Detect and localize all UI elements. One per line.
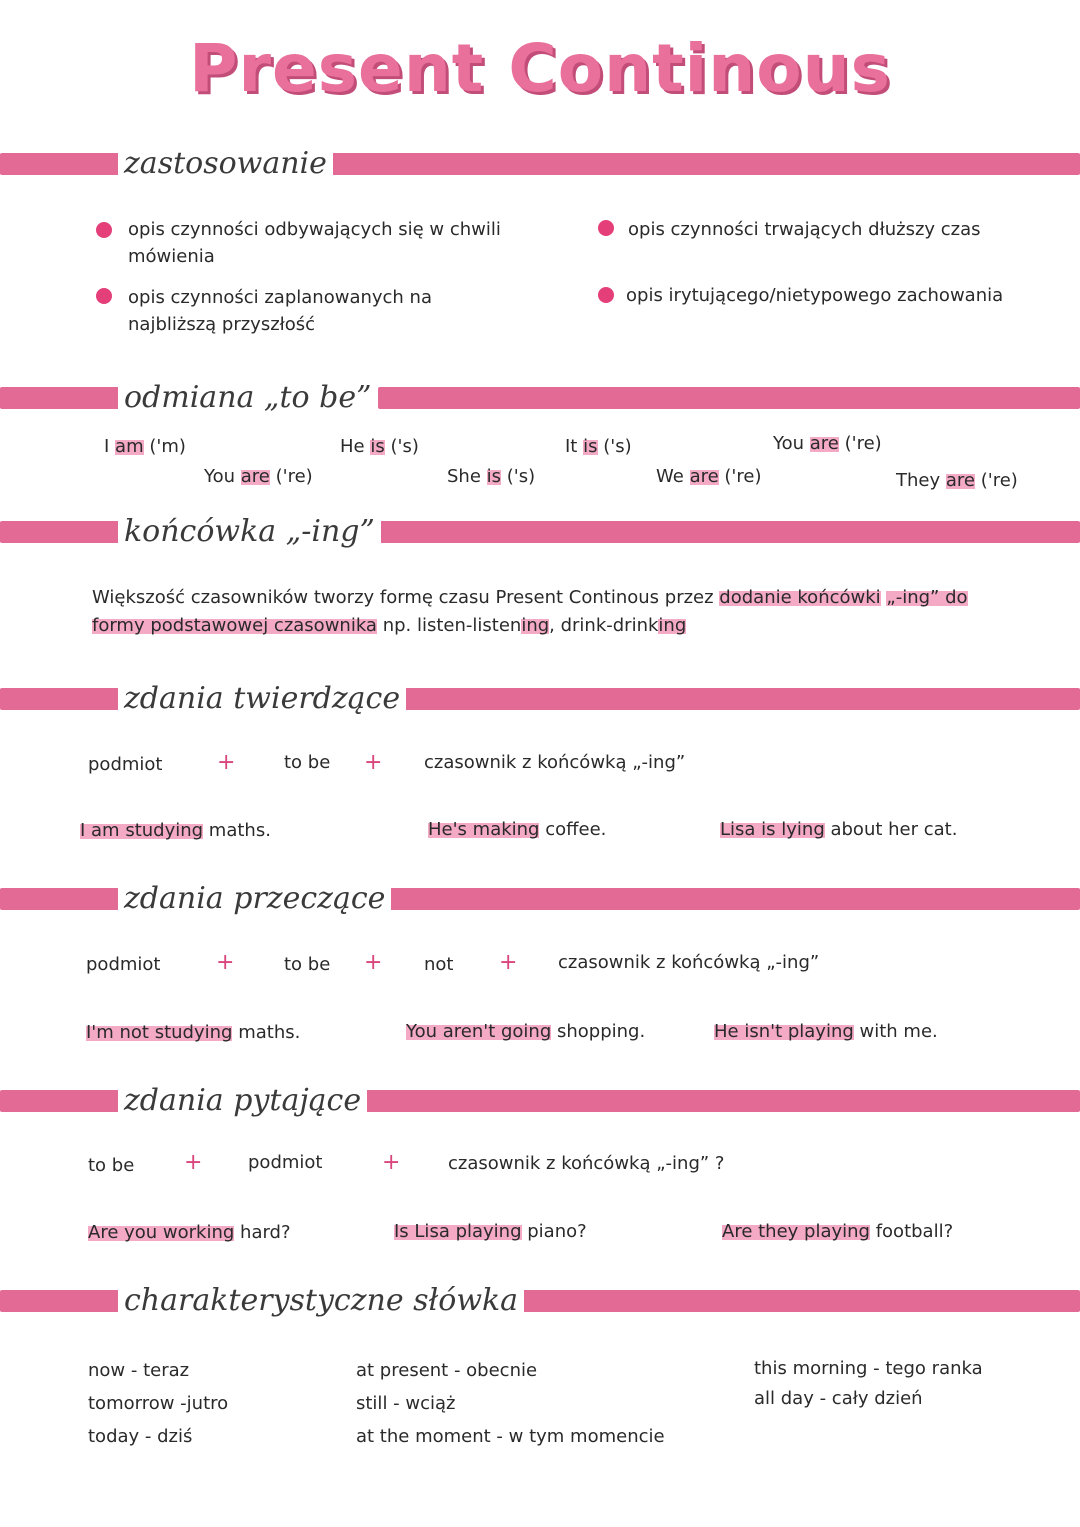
usage-item-2: opis czynności zaplanowanych na najbliższą przyszłość [128, 287, 432, 335]
page-title: Present Continous [189, 30, 891, 107]
section-bar [378, 521, 1080, 543]
question-example-2: Is Lisa playing piano? [394, 1221, 587, 1242]
tobe-they: They are ('re) [896, 470, 1018, 491]
usage-item-3: opis czynności trwających dłuższy czas [628, 219, 981, 240]
section-title-slowka: charakterystyczne słówka [118, 1283, 524, 1319]
bullet-icon [598, 287, 614, 303]
word-item: still - wciąż [356, 1393, 456, 1414]
affirmative-example-3: Lisa is lying about her cat. [720, 819, 958, 840]
affirmative-example-1: I am studying maths. [80, 820, 271, 841]
negative-example-2: You aren't going shopping. [406, 1021, 646, 1042]
section-title-przeczace: zdania przeczące [118, 881, 391, 917]
ing-rule-paragraph: Większość czasowników tworzy formę czasu Present Continous przez dodanie końcówki „-ing” do formy podstawowej czasownika np. listen-listening, drink-drinking [92, 587, 968, 636]
section-title-twierdzace: zdania twierdzące [118, 681, 406, 717]
bullet-icon [598, 220, 614, 236]
formula-tobe: to be [284, 752, 331, 773]
tobe-you-singular: You are ('re) [204, 466, 313, 487]
question-example-3: Are they playing football? [722, 1221, 954, 1242]
word-item: now - teraz [88, 1360, 190, 1381]
section-bar [0, 1290, 120, 1312]
formula-tobe: to be [284, 954, 331, 975]
word-item: at the moment - w tym momencie [356, 1426, 665, 1447]
formula-tobe: to be [88, 1155, 135, 1176]
plus-sign: + [217, 750, 236, 775]
formula-verb: czasownik z końcówką „-ing” [558, 952, 820, 973]
section-bar [486, 1290, 1080, 1312]
word-item: at present - obecnie [356, 1360, 538, 1381]
negative-example-3: He isn't playing with me. [714, 1021, 938, 1042]
section-title-odmiana: odmiana „to be” [118, 380, 377, 416]
bullet-icon [96, 288, 112, 304]
plus-sign: + [216, 950, 235, 975]
tobe-i: I am ('m) [104, 436, 186, 457]
word-item: tomorrow -jutro [88, 1393, 229, 1414]
formula-verb-question: czasownik z końcówką „-ing” ? [448, 1153, 725, 1174]
plus-sign: + [184, 1150, 203, 1175]
tobe-you-plural: You are ('re) [773, 433, 882, 454]
word-item: today - dziś [88, 1426, 193, 1447]
section-bar [342, 1090, 1080, 1112]
section-title-koncowka: końcówka „-ing” [118, 514, 381, 550]
section-bar [0, 387, 120, 409]
word-item: all day - cały dzień [754, 1388, 923, 1409]
usage-item-4: opis irytującego/nietypowego zachowania [626, 285, 1004, 306]
negative-example-1: I'm not studying maths. [86, 1022, 301, 1043]
section-title-pytajace: zdania pytające [118, 1083, 367, 1119]
plus-sign: + [499, 950, 518, 975]
section-bar [380, 688, 1080, 710]
word-item: this morning - tego ranka [754, 1358, 983, 1379]
formula-podmiot: podmiot [86, 954, 161, 975]
affirmative-example-2: He's making coffee. [428, 819, 607, 840]
section-bar [0, 888, 120, 910]
section-title-zastosowanie: zastosowanie [118, 146, 333, 182]
plus-sign: + [364, 950, 383, 975]
formula-verb: czasownik z końcówką „-ing” [424, 752, 686, 773]
section-bar [0, 688, 120, 710]
section-bar [356, 888, 1080, 910]
tobe-he: He is ('s) [340, 436, 419, 457]
formula-podmiot: podmiot [248, 1152, 323, 1173]
section-bar [378, 387, 1080, 409]
formula-not: not [424, 954, 454, 975]
section-bar [330, 153, 1080, 175]
usage-item-1: opis czynności odbywających się w chwili mówienia [128, 219, 501, 267]
section-bar [0, 521, 120, 543]
tobe-we: We are ('re) [656, 466, 762, 487]
question-example-1: Are you working hard? [88, 1222, 291, 1243]
bullet-icon [96, 222, 112, 238]
tobe-she: She is ('s) [447, 466, 536, 487]
formula-podmiot: podmiot [88, 754, 163, 775]
plus-sign: + [364, 750, 383, 775]
section-bar [0, 1090, 120, 1112]
plus-sign: + [382, 1150, 401, 1175]
tobe-it: It is ('s) [565, 436, 632, 457]
section-bar [0, 153, 120, 175]
